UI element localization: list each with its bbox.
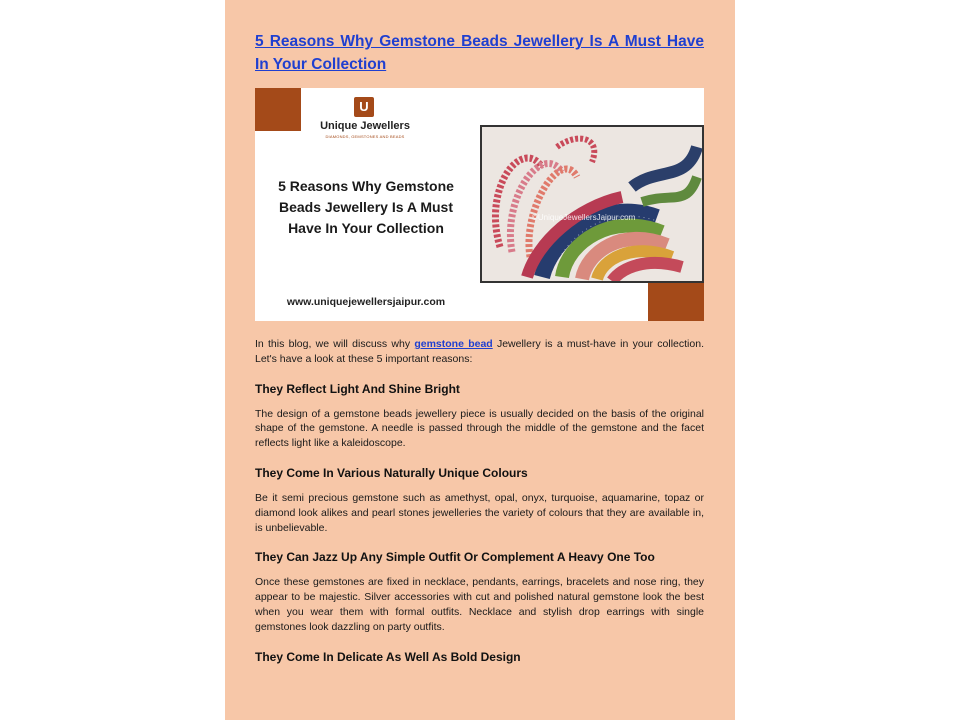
banner-corner-square-bottom-right bbox=[648, 283, 704, 321]
section-paragraph: Be it semi precious gemstone such as amethyst, opal, onyx, turquoise, aquamarine, topaz or diamond look alikes and pearl stones jewelleries the variety of colours that they are available in, is unbelievable. bbox=[255, 491, 704, 534]
beads-illustration bbox=[482, 127, 702, 281]
section-heading: They Come In Delicate As Well As Bold Design bbox=[255, 649, 521, 664]
logo-tagline: DIAMONDS, GEMSTONES AND BEADS bbox=[325, 134, 405, 139]
gemstone-bead-link[interactable]: gemstone bead bbox=[414, 338, 493, 350]
photo-watermark: ©UniqueJewellersJaipur.com bbox=[532, 213, 636, 222]
section-paragraph: Once these gemstones are fixed in necklace, pendants, earrings, bracelets and nose ring, they appear to be majestic. Silver accessories with cut and polished natural gemstone look the best when you wear them with formal outfits. Necklace and stylish drop earrings with single gemstones look dazzling on party outfits. bbox=[255, 576, 704, 633]
hero-banner-image bbox=[255, 88, 704, 321]
intro-text-start: In this blog, we will discuss why bbox=[255, 338, 415, 350]
gemstone-beads-photo bbox=[480, 125, 704, 283]
section-paragraph: The design of a gemstone beads jewellery piece is usually decided on the basis of the original shape of the gemstone. A needle is passed through the middle of the gemstone and the facet reflects light like a kaleidoscope. bbox=[255, 407, 704, 450]
logo-name: Unique Jewellers bbox=[320, 120, 410, 132]
intro-paragraph bbox=[255, 337, 704, 367]
banner-url: www.uniquejewellersjaipur.com bbox=[286, 296, 446, 308]
article bbox=[255, 30, 704, 665]
banner-corner-square-top-left bbox=[255, 88, 301, 131]
section-heading: They Can Jazz Up Any Simple Outfit Or Complement A Heavy One Too bbox=[255, 550, 655, 565]
section-heading: They Come In Various Naturally Unique Colours bbox=[255, 465, 528, 480]
section-heading: They Reflect Light And Shine Bright bbox=[255, 381, 460, 396]
logo-icon: U bbox=[354, 97, 374, 117]
intro-text-end: Jewellery is a must-have in your collection. Let's have a look at these 5 important reasons: bbox=[255, 338, 704, 365]
banner-heading: 5 Reasons Why Gemstone Beads Jewellery Is A Must Have In Your Collection bbox=[278, 178, 454, 236]
article-title-link[interactable]: 5 Reasons Why Gemstone Beads Jewellery Is A Must Have In Your Collection bbox=[255, 33, 704, 73]
document-page bbox=[225, 0, 735, 720]
